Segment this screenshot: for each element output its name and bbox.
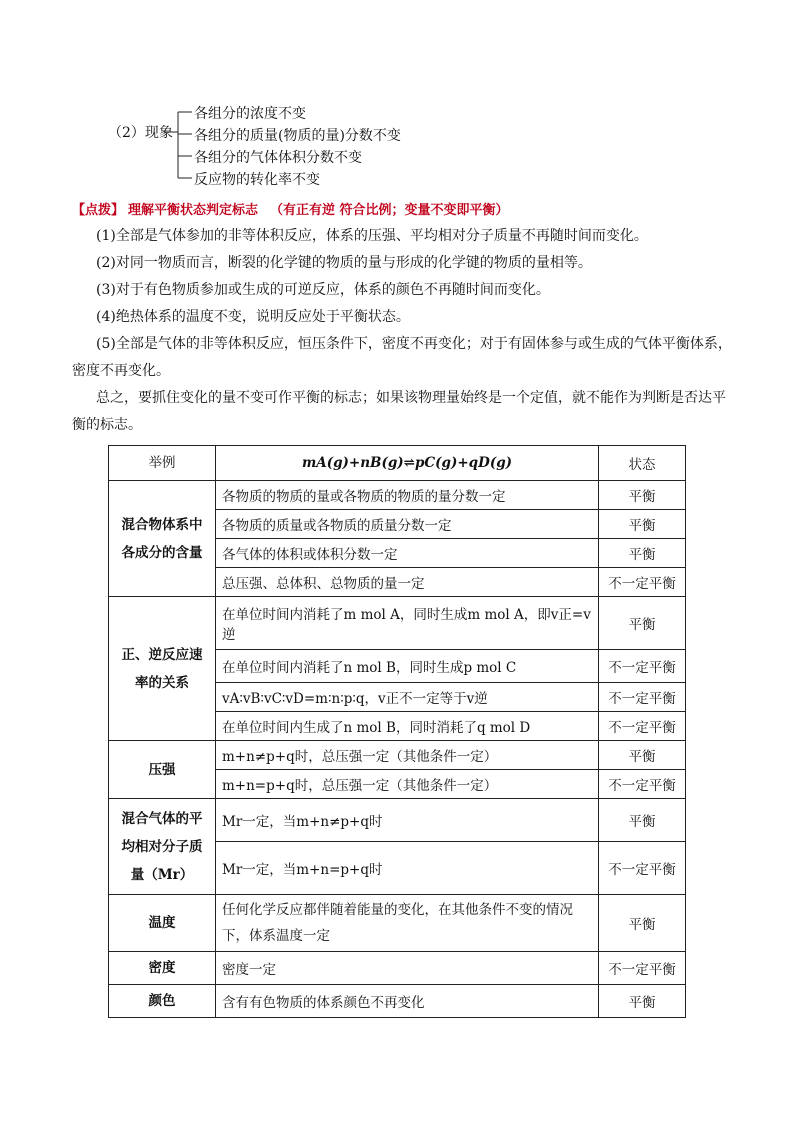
category-cell: 温度 (109, 895, 216, 952)
category-cell: 混合物体系中各成分的含量 (109, 481, 216, 597)
condition-cell: 密度一定 (216, 952, 599, 985)
condition-cell: 总压强、总体积、总物质的量一定 (216, 568, 599, 597)
state-cell: 平衡 (599, 481, 686, 510)
phenomenon-item: 反应物的转化率不变 (194, 172, 320, 188)
state-cell: 平衡 (599, 597, 686, 650)
phenomena-label: （2）现象 (108, 125, 173, 141)
state-cell: 不一定平衡 (599, 712, 686, 741)
point-3: (3)对于有色物质参加或生成的可逆反应，体系的颜色不再随时间而变化。 (96, 282, 550, 298)
category-cell: 颜色 (109, 985, 216, 1018)
point-1: (1)全部是气体参加的非等体积反应，体系的压强、平均相对分子质量不再随时间而变化。 (96, 228, 648, 244)
point-4: (4)绝热体系的温度不变，说明反应处于平衡状态。 (96, 309, 410, 325)
condition-cell: 各物质的物质的量或各物质的物质的量分数一定 (216, 481, 599, 510)
table-row (109, 952, 686, 985)
tip-tag: 【点拨】 (72, 203, 125, 218)
category-cell: 压强 (109, 741, 216, 799)
table-row (109, 597, 686, 650)
condition-cell: 任何化学反应都伴随着能量的变化，在其他条件不变的情况下，体系温度一定 (216, 895, 599, 952)
condition-cell: 在单位时间内消耗了m mol A，同时生成m mol A，即v正=v逆 (216, 597, 599, 650)
category-cell: 正、逆反应速率的关系 (109, 597, 216, 741)
state-cell: 平衡 (599, 510, 686, 539)
phenomenon-item: 各组分的浓度不变 (194, 106, 306, 122)
phenomenon-item: 各组分的气体体积分数不变 (194, 150, 362, 166)
condition-cell: 各物质的质量或各物质的质量分数一定 (216, 510, 599, 539)
table-row (109, 985, 686, 1018)
condition-cell: m+n≠p+q时，总压强一定（其他条件一定） (216, 741, 599, 770)
condition-cell: Mr一定，当m+n≠p+q时 (216, 799, 599, 842)
state-cell: 平衡 (599, 539, 686, 568)
state-cell: 平衡 (599, 741, 686, 770)
condition-cell: 含有有色物质的体系颜色不再变化 (216, 985, 599, 1018)
state-cell: 不一定平衡 (599, 842, 686, 895)
state-cell: 不一定平衡 (599, 568, 686, 597)
header-example: 举例 (109, 446, 216, 481)
summary: 总之，要抓住变化的量不变可作平衡的标志；如果该物理量始终是一个定值，就不能作为判断是否达平衡的标志。 (72, 390, 726, 433)
table-row (109, 741, 686, 770)
table-row (109, 799, 686, 842)
header-state: 状态 (599, 446, 686, 481)
table-row (109, 481, 686, 510)
header-reaction: mA(g)+nB(g)⇌pC(g)+qD(g) (216, 446, 599, 481)
point-5: (5)全部是气体的非等体积反应，恒压条件下，密度不再变化；对于有固体参与或生成的气体平衡体系，密度不再变化。 (72, 336, 732, 379)
condition-cell: m+n=p+q时，总压强一定（其他条件一定） (216, 770, 599, 799)
tip-note: （有正有逆 符合比例；变量不变即平衡） (270, 203, 509, 218)
condition-cell: 各气体的体积或体积分数一定 (216, 539, 599, 568)
condition-cell: 在单位时间内生成了n mol B，同时消耗了q mol D (216, 712, 599, 741)
state-cell: 不一定平衡 (599, 770, 686, 799)
state-cell: 不一定平衡 (599, 952, 686, 985)
condition-cell: vA∶vB∶vC∶vD=m∶n∶p∶q，v正不一定等于v逆 (216, 683, 599, 712)
tip-title: 理解平衡状态判定标志 (128, 203, 259, 218)
state-cell: 平衡 (599, 895, 686, 952)
table-header (109, 446, 686, 481)
point-2: (2)对同一物质而言，断裂的化学键的物质的量与形成的化学键的物质的量相等。 (96, 255, 592, 271)
state-cell: 不一定平衡 (599, 650, 686, 683)
table-row (109, 895, 686, 952)
tip-heading (72, 199, 509, 218)
bracket-lines (164, 104, 196, 184)
equilibrium-criteria-table (108, 445, 686, 1018)
state-cell: 不一定平衡 (599, 683, 686, 712)
category-cell: 密度 (109, 952, 216, 985)
condition-cell: 在单位时间内消耗了n mol B，同时生成p mol C (216, 650, 599, 683)
category-cell: 混合气体的平均相对分子质量（Mr） (109, 799, 216, 895)
condition-cell: Mr一定，当m+n=p+q时 (216, 842, 599, 895)
state-cell: 平衡 (599, 985, 686, 1018)
phenomenon-item: 各组分的质量(物质的量)分数不变 (194, 128, 401, 144)
state-cell: 平衡 (599, 799, 686, 842)
